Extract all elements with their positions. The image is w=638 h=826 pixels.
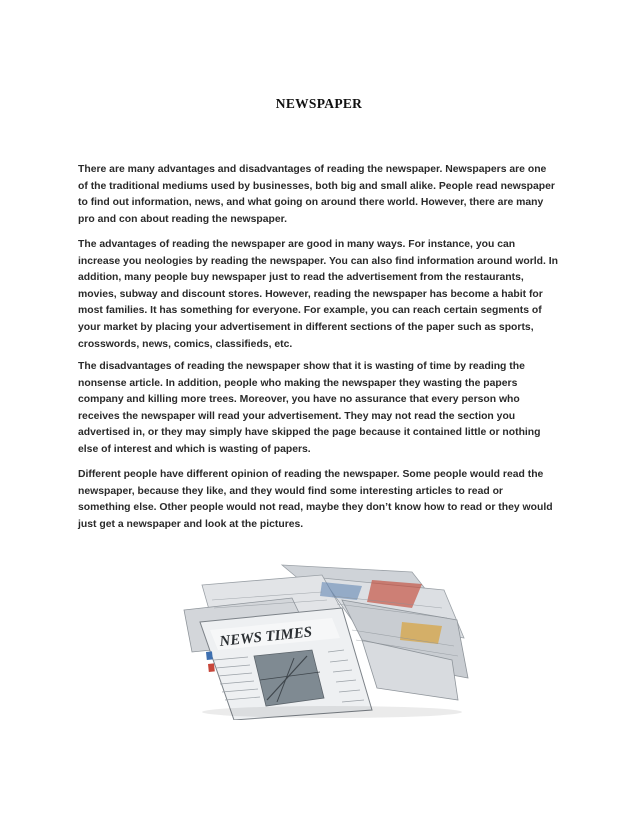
- newspaper-stack-image: [172, 560, 472, 720]
- paragraph-advantages: The advantages of reading the newspaper are good in many ways. For instance, you can increase you neologies by reading the newspaper. You can also find information around world. In addition, many people buy newspaper just to read the advertisement from the restaurants, movies, subway and discount stores. However, reading the newspaper has become a habit for most families. It has something for everyone. For example, you can reach certain segments of your market by placing your advertisement in different sections of the paper such as sports, crosswords, news, comics, classifieds, etc.: [78, 239, 558, 350]
- masthead-text: NEWS TIMES: [218, 624, 313, 650]
- document-title: NEWSPAPER: [275, 96, 363, 111]
- front-newspaper: [200, 608, 372, 720]
- paragraph-disadvantages: The disadvantages of reading the newspaper show that it is wasting of time by reading the nonsense article. In addition, people who making the newspaper they wasting the papers company and killing more trees. Moreover, you have no assurance that every person who receives the newspaper will read your advertisement. They may not read the section you advertised in, or they may simply have skipped the page because it contained little or nothing else of interest and which is wasting of papers.: [78, 361, 541, 455]
- paragraph-conclusion: Different people have different opinion of reading the newspaper. Some people would read the newspaper, because they like, and they would find some interesting articles to read or something else. Other people would not read, maybe they don’t know how to read or they would just get a newspaper and look at the pictures.: [78, 469, 553, 530]
- paragraph-intro: There are many advantages and disadvantages of reading the newspaper. Newspapers are one of the traditional mediums used by businesses, both big and small alike. People read newspaper to find out information, news, and what going on around there world. However, there are many pro and con about reading the newspaper.: [78, 164, 555, 225]
